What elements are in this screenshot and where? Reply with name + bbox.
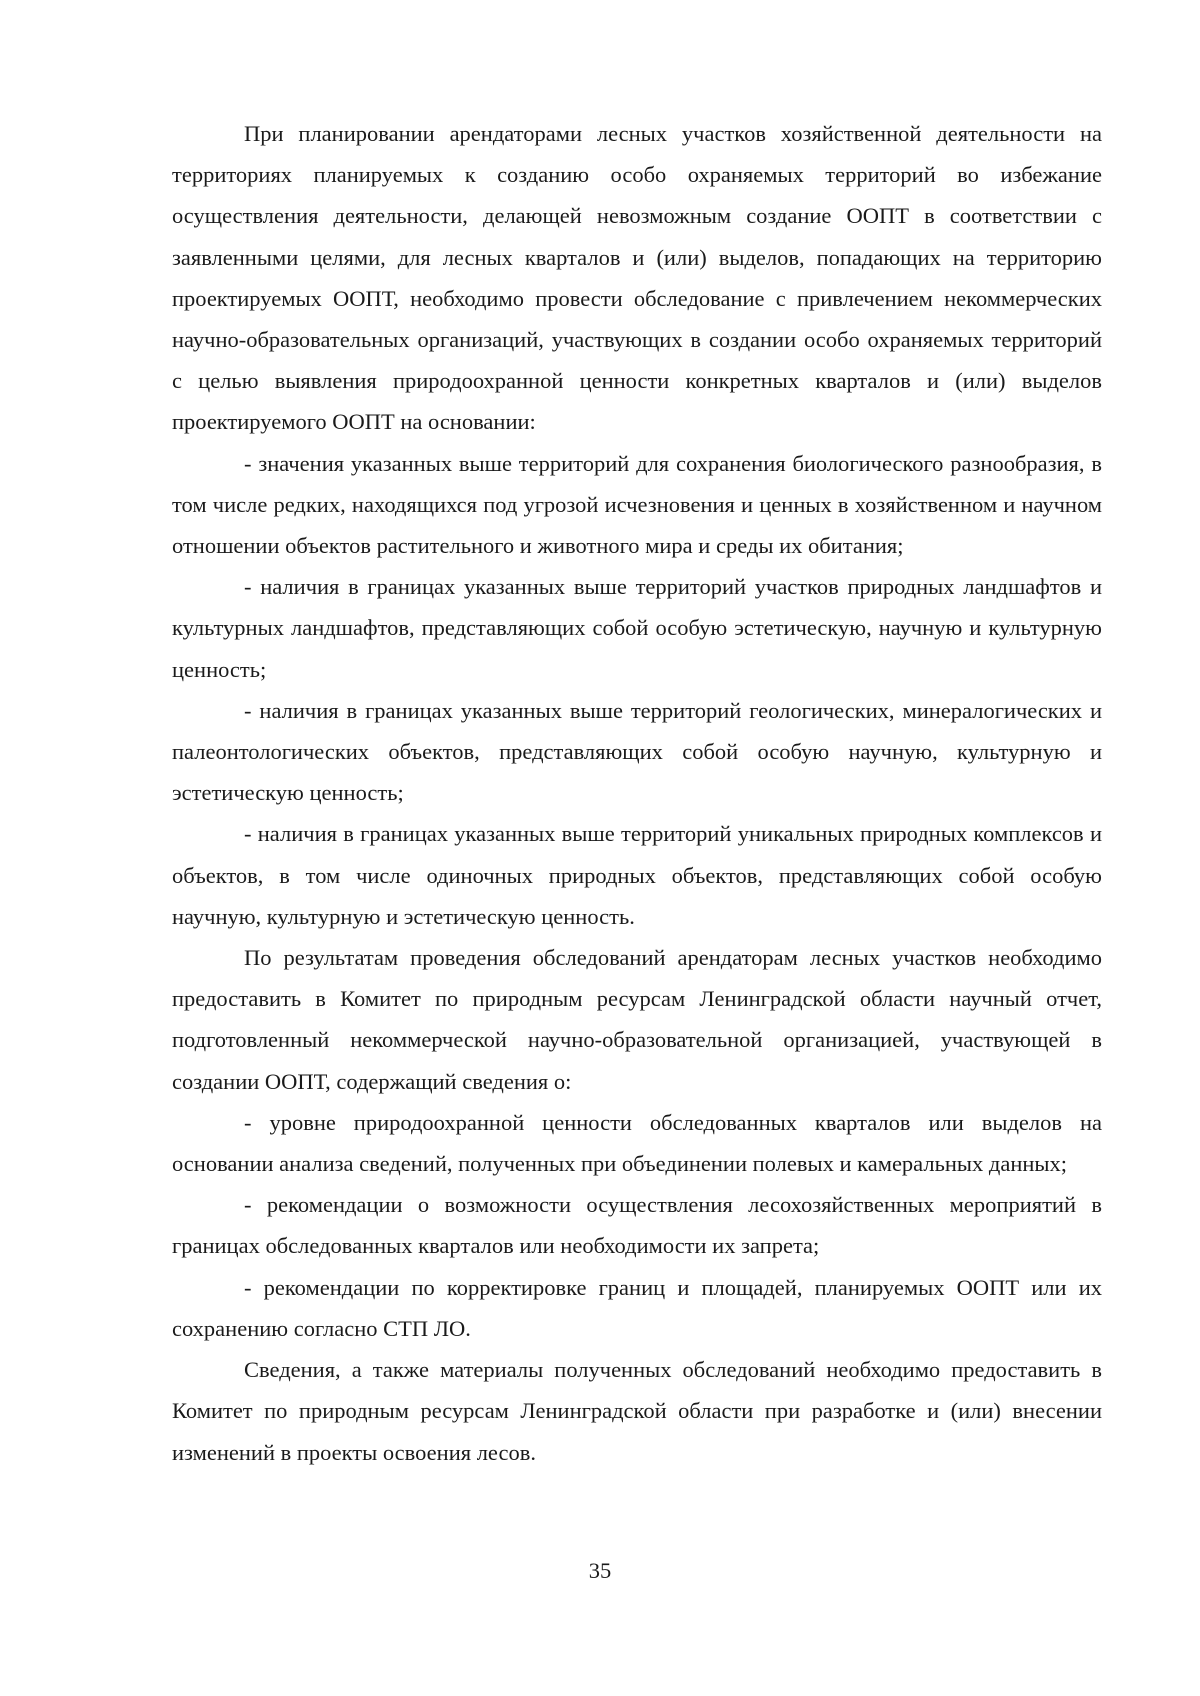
list-item-conservation-level: - уровне природоохранной ценности обследованных кварталов или выделов на основании анализа сведений, полученных при объединении полевых и камеральных данных; — [172, 1109, 1102, 1177]
document-body — [172, 113, 1102, 1473]
paragraph-submission: Сведения, а также материалы полученных обследований необходимо предоставить в Комитет по природным ресурсам Ленинградской области при разработке и (или) внесении изменений в проекты освоения лесов. — [172, 1357, 1102, 1465]
list-item-unique-complexes: - наличия в границах указанных выше территорий уникальных природных комплексов и объектов, в том числе одиночных природных объектов, представляющих собой особую научную, культурную и эстетическую ценность. — [172, 821, 1102, 929]
list-item-forestry-recommendations: - рекомендации о возможности осуществления лесохозяйственных мероприятий в границах обследованных кварталов или необходимости их запрета; — [172, 1192, 1102, 1259]
list-item-biodiversity: - значения указанных выше территорий для сохранения биологического разнообразия, в том числе редких, находящихся под угрозой исчезновения и ценных в хозяйственном и научном отношении объектов растительного и животного мира и среды их обитания; — [172, 450, 1102, 559]
page-number: 35 — [588, 1558, 612, 1583]
paragraph-intro: При планировании арендаторами лесных участков хозяйственной деятельности на территориях планируемых к созданию особо охраняемых территорий во избежание осуществления деятельности, делающей невозможным создание ООПТ в соответствии с заявленными целями, для лесных кварталов и (или) выделов, попадающих на территорию проектируемых ООПТ, необходимо провести обследование с привлечением некоммерческих научно-образовательных организаций, участвующих в создании особо охраняемых территорий с целью выявления природоохранной ценности конкретных кварталов и (или) выделов проектируемого ООПТ на основании: — [172, 121, 1102, 435]
paragraph-survey-results: По результатам проведения обследований арендаторам лесных участков необходимо предоставить в Комитет по природным ресурсам Ленинградской области научный отчет, подготовленный некоммерческой научно-образовательной организацией, участвующей в создании ООПТ, содержащий сведения о: — [172, 945, 1102, 1094]
list-item-landscapes: - наличия в границах указанных выше территорий участков природных ландшафтов и культурных ландшафтов, представляющих собой особую эстетическую, научную и культурную ценность; — [172, 574, 1102, 682]
list-item-geological-objects: - наличия в границах указанных выше территорий геологических, минералогических и палеонтологических объектов, представляющих собой особую научную, культурную и эстетическую ценность; — [172, 697, 1102, 806]
list-item-boundary-recommendations: - рекомендации по корректировке границ и площадей, планируемых ООПТ или их сохранению согласно СТП ЛО. — [172, 1274, 1102, 1341]
